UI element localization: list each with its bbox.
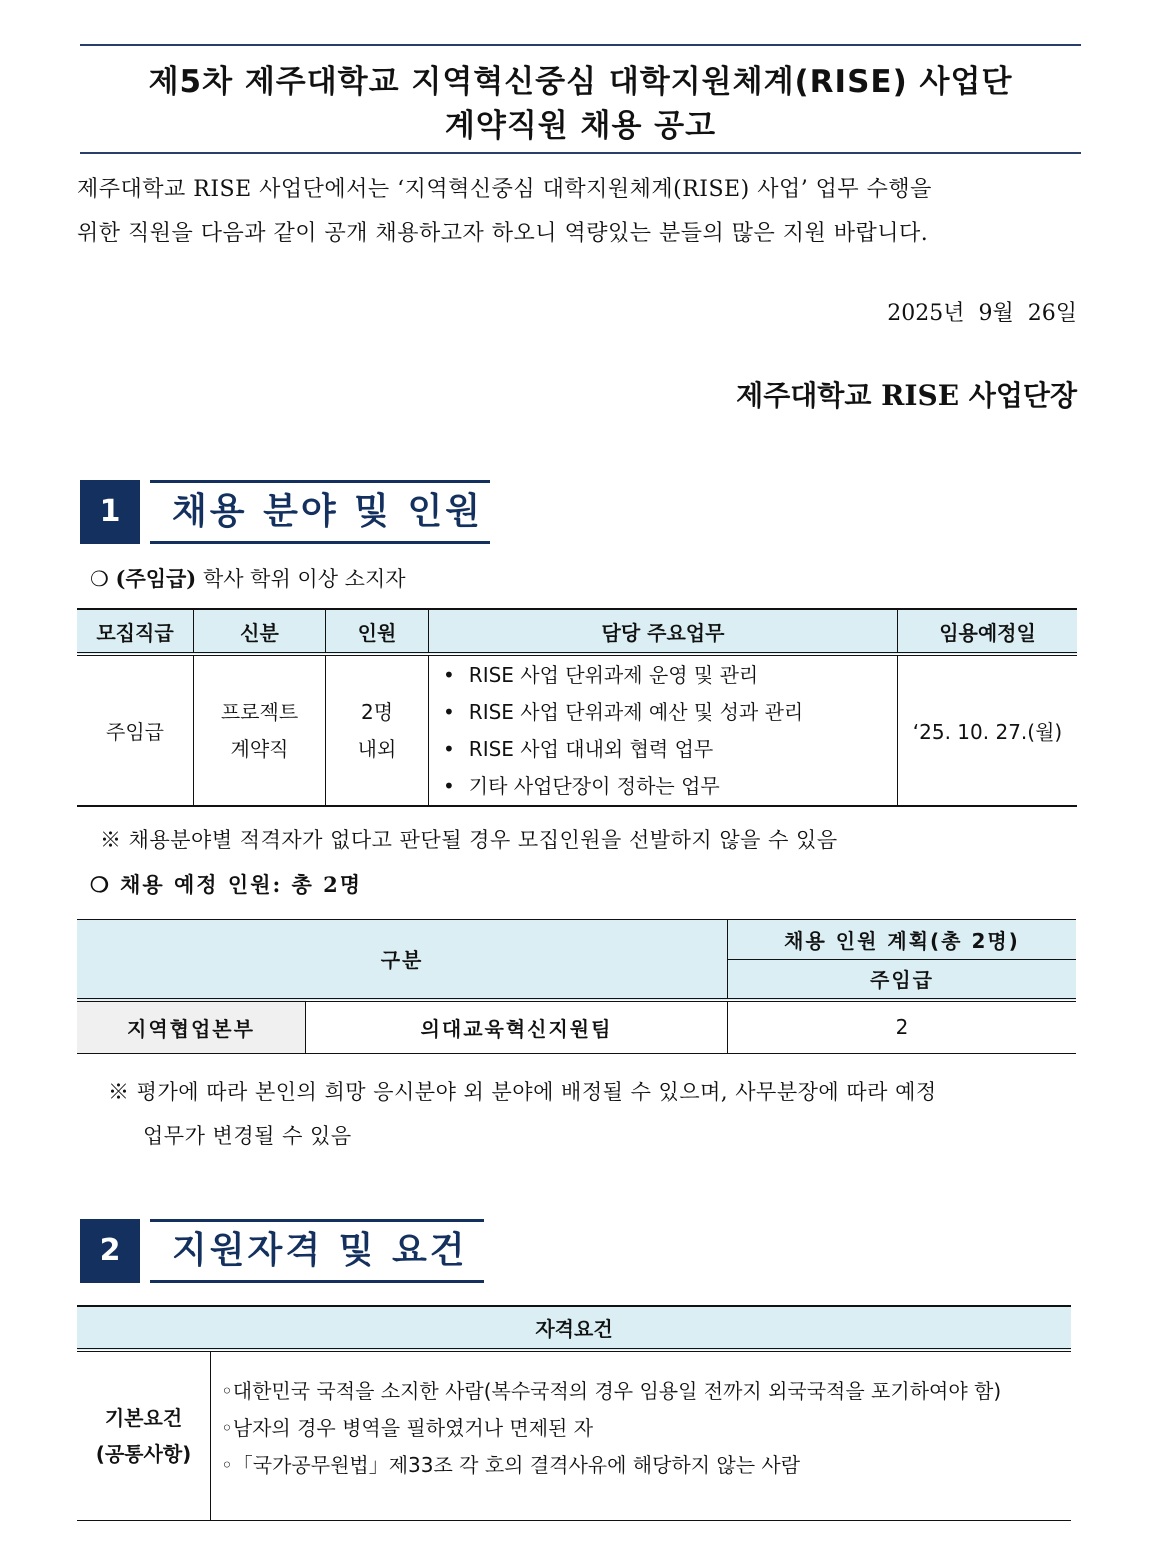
header-duties: 담당 주요업무	[429, 609, 898, 654]
header-category: 구분	[77, 920, 728, 1000]
list-item: ◦대한민국 국적을 소지한 사람(복수국적의 경우 임용일 전까지 외국국적을 포기하여야 함)	[221, 1379, 1002, 1404]
count-line2: 내외	[357, 736, 397, 761]
cell-basic-req-items	[211, 1350, 1072, 1520]
notice-title-line2: 계약직원 채용 공고	[444, 108, 717, 144]
requirements-list	[211, 1373, 1071, 1484]
count-line1: 2명	[360, 699, 394, 724]
cell-duties	[429, 654, 898, 806]
cell-basic-req-label	[77, 1350, 211, 1520]
bullet-text: 학사 학위 이상 소지자	[202, 567, 406, 591]
cell-rank: 주임급	[77, 654, 194, 806]
header-sub-rank: 주임급	[728, 960, 1076, 1000]
recruit-table	[77, 608, 1077, 807]
header-start-date: 임용예정일	[898, 609, 1078, 654]
cell-count	[326, 654, 429, 806]
section1-number: 1	[80, 480, 140, 544]
title-top-rule	[80, 44, 1081, 46]
req-label-line1: 기본요건	[104, 1405, 183, 1430]
list-item: ◦「국가공무원법」제33조 각 호의 결격사유에 해당하지 않는 사람	[221, 1453, 801, 1478]
title-bottom-rule	[80, 152, 1081, 154]
list-item: • RISE 사업 대내외 협력 업무	[429, 731, 897, 768]
note-assignment-line1: ※ 평가에 따라 본인의 희망 응시분야 외 분야에 배정될 수 있으며, 사무분장에 따라 예정	[108, 1080, 937, 1104]
header-qualification: 자격요건	[77, 1306, 1071, 1350]
list-item: • 기타 사업단장이 정하는 업무	[429, 768, 897, 805]
list-item: • RISE 사업 단위과제 예산 및 성과 관리	[429, 694, 897, 731]
cell-dept: 지역협업본부	[77, 1000, 306, 1054]
total-recruit-count: ❍ 채용 예정 인원: 총 2명	[90, 872, 363, 897]
cell-plan-count: 2	[895, 1015, 909, 1040]
issuer: 제주대학교 RISE 사업단장	[736, 379, 1077, 412]
header-plan: 채용 인원 계획(총 2명)	[728, 920, 1076, 960]
note-assignment-line2: 업무가 변경될 수 있음	[143, 1124, 352, 1148]
req-label-line2: (공통사항)	[95, 1441, 192, 1466]
cell-status	[194, 654, 326, 806]
notice-date: 2025년 9월 26일	[887, 301, 1077, 326]
section1-bullet	[90, 563, 406, 593]
list-item: ◦남자의 경우 병역을 필하였거나 면제된 자	[221, 1416, 594, 1441]
recruit-plan-table	[77, 919, 1076, 1054]
bullet-label: (주임급)	[115, 566, 197, 591]
bullet-symbol: ❍	[90, 567, 109, 591]
section1-title: 채용 분야 및 인원	[150, 480, 490, 544]
duties-list	[429, 657, 897, 805]
note-no-qualified: ※ 채용분야별 적격자가 없다고 판단될 경우 모집인원을 선발하지 않을 수 있음	[100, 828, 838, 852]
intro-line2: 위한 직원을 다음과 같이 공개 채용하고자 하오니 역량있는 분들의 많은 지원 바랍니다.	[77, 221, 929, 246]
cell-start-date: ‘25. 10. 27.(월)	[912, 720, 1063, 744]
list-item: • RISE 사업 단위과제 운영 및 관리	[429, 657, 897, 694]
section2-number: 2	[80, 1219, 140, 1283]
status-line1: 프로젝트	[220, 699, 299, 724]
cell-team: 의대교육혁신지원팀	[306, 1000, 728, 1054]
status-line2: 계약직	[230, 736, 289, 761]
intro-line1: 제주대학교 RISE 사업단에서는 ‘지역혁신중심 대학지원체계(RISE) 사업’ 업무 수행을	[77, 177, 932, 202]
qualification-table	[77, 1305, 1071, 1521]
header-status: 신분	[194, 609, 326, 654]
section2-title: 지원자격 및 요건	[150, 1219, 484, 1283]
header-count: 인원	[326, 609, 429, 654]
notice-title-line1: 제5차 제주대학교 지역혁신중심 대학지원체계(RISE) 사업단	[148, 64, 1013, 100]
header-rank: 모집직급	[77, 609, 194, 654]
